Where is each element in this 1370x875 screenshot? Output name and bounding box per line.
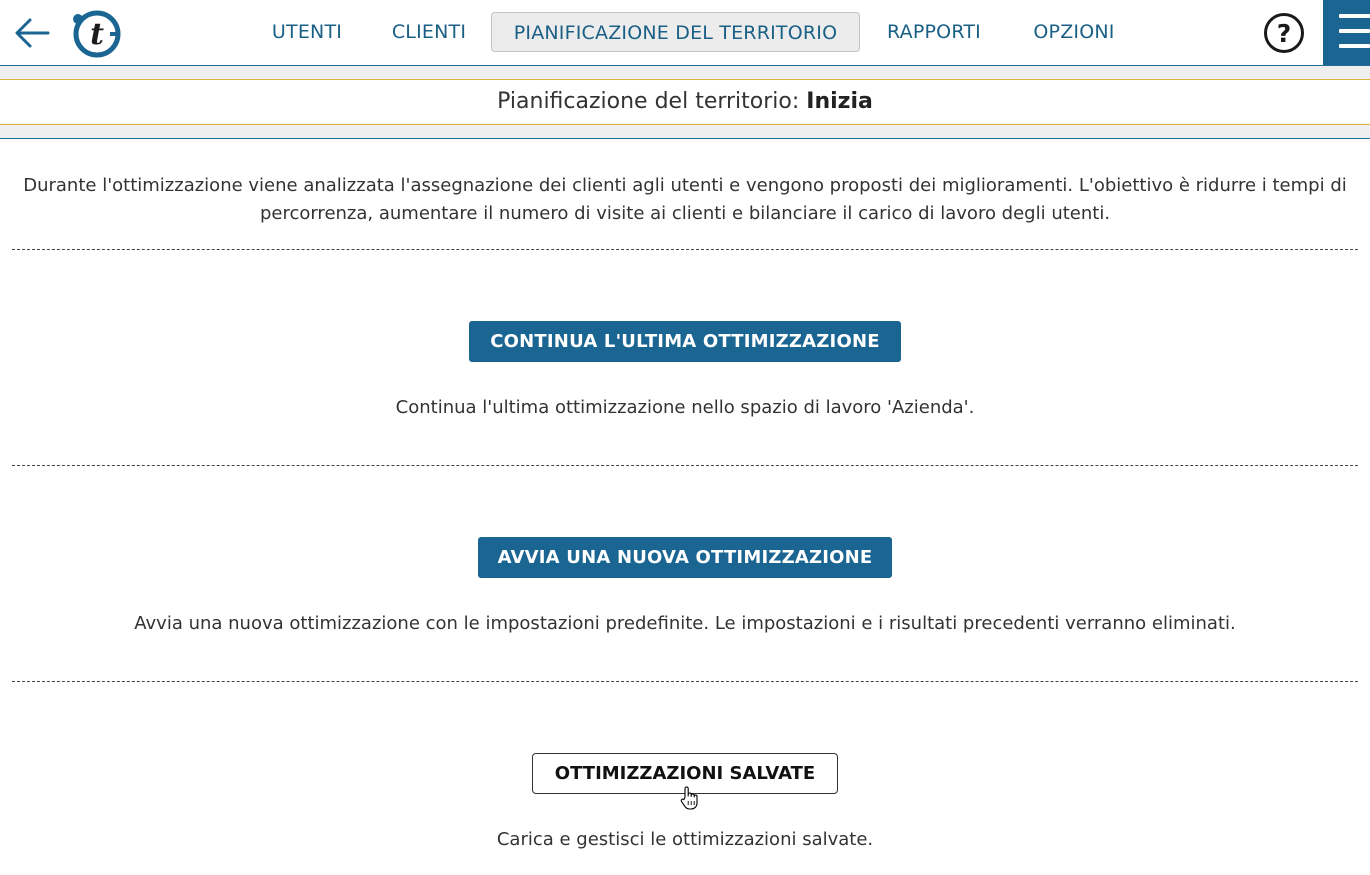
page-title-band [0,66,1370,138]
help-button[interactable] [1263,12,1305,54]
continue-last-optimization-button[interactable]: CONTINUA L'ULTIMA OTTIMIZZAZIONE [469,321,901,362]
nav-clienti[interactable]: CLIENTI [391,21,467,43]
page-title-strong: Inizia [806,89,873,114]
hamburger-menu-button[interactable] [1323,0,1370,65]
main-nav [0,12,1370,52]
svg-text:t: t [90,17,104,52]
intro-text: Durante l'ottimizzazione viene analizzata l'assegnazione dei clienti agli utenti e vengono proposti dei miglioramenti. L'obiettivo è ridurre i tempi di percorrenza, aumentare il numero di visite ai clienti e bilanciare il carico di lavoro degli utenti. [23,175,1347,224]
nav-opzioni[interactable]: OPZIONI [1033,21,1115,43]
nav-rapporti[interactable]: RAPPORTI [887,21,981,43]
divider [12,681,1358,682]
page-title-prefix: Pianificazione del territorio: [497,89,807,114]
question-circle-icon [1263,12,1305,54]
hand-pointer-icon [679,785,701,811]
hamburger-menu-icon [1339,14,1370,18]
nav-utenti[interactable]: UTENTI [271,21,343,43]
start-new-optimization-button[interactable]: AVVIA UNA NUOVA OTTIMIZZAZIONE [478,537,892,578]
nav-pianificazione-territorio[interactable]: PIANIFICAZIONE DEL TERRITORIO [491,12,860,52]
saved-optimizations-description: Carica e gestisci le ottimizzazioni salvate. [496,829,874,850]
svg-text:?: ? [1276,19,1292,48]
title-band-border [0,138,1370,139]
saved-optimizations-button[interactable]: OTTIMIZZAZIONI SALVATE [532,753,838,794]
divider [12,249,1358,250]
new-optimization-description: Avvia una nuova ottimizzazione con le impostazioni predefinite. Le impostazioni e i risultati precedenti verranno eliminati. [134,613,1236,634]
top-navigation-bar [0,0,1370,66]
continue-description: Continua l'ultima ottimizzazione nello spazio di lavoro 'Azienda'. [395,397,975,418]
divider [12,465,1358,466]
page-title [0,79,1370,125]
